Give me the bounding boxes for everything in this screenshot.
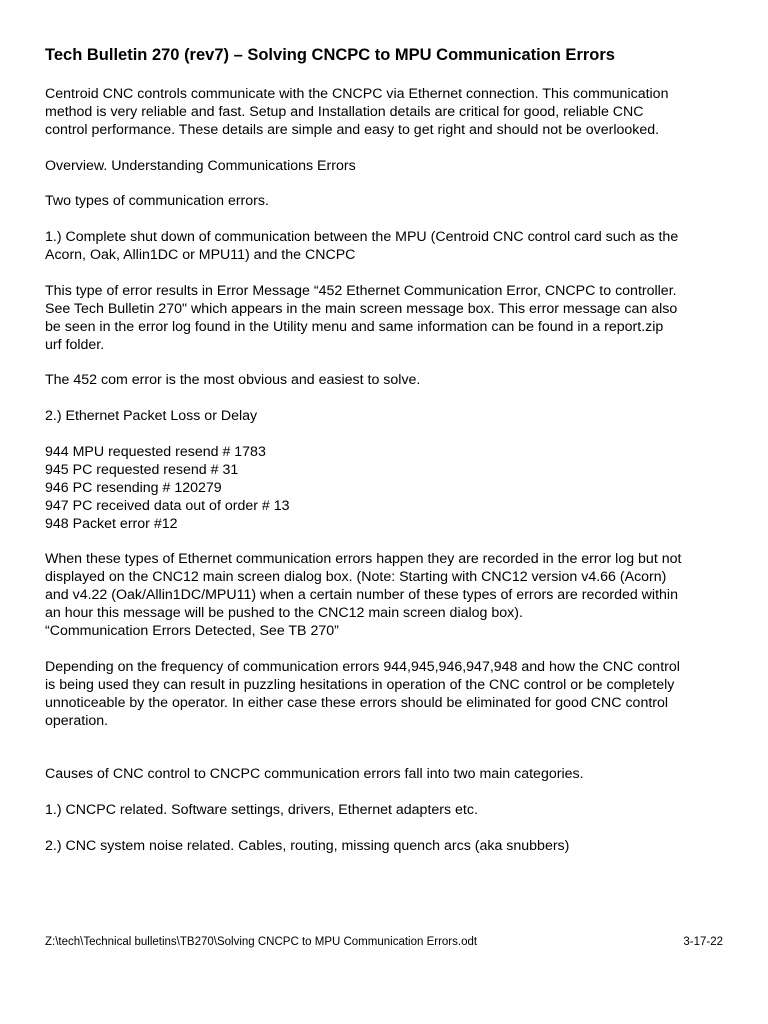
text-line: method is very reliable and fast. Setup and Installation details are critical for good, reliable CNC <box>45 103 644 120</box>
text-line: Overview. Understanding Communications Errors <box>45 157 356 174</box>
list-item: 946 PC resending # 120279 <box>45 479 222 496</box>
paragraph-452-easiest <box>45 372 735 390</box>
paragraph-frequency <box>45 659 735 731</box>
list-item: 948 Packet error #12 <box>45 515 178 532</box>
text-line: “Communication Errors Detected, See TB 270” <box>45 623 339 640</box>
text-line: be seen in the error log found in the Utility menu and same information can be found in a report.zip <box>45 318 664 335</box>
text-line: The 452 com error is the most obvious and easiest to solve. <box>45 372 421 389</box>
text-line: 1.) Complete shut down of communication between the MPU (Centroid CNC control card such as the <box>45 229 679 246</box>
text-line: unnoticeable by the operator. In either case these errors should be eliminated for good CNC control <box>45 694 669 711</box>
footer-file-path: Z:\tech\Technical bulletins\TB270\Solving CNCPC to MPU Communication Errors.odt <box>45 936 478 948</box>
text-line: is being used they can result in puzzling hesitations in operation of the CNC control or be completely <box>45 676 675 693</box>
paragraph-error-452 <box>45 283 735 355</box>
document-page <box>45 0 735 1024</box>
text-line: operation. <box>45 712 109 729</box>
text-line: control performance. These details are simple and easy to get right and should not be overlooked. <box>45 121 660 138</box>
text-line: Centroid CNC controls communicate with the CNCPC via Ethernet connection. This communication <box>45 86 669 102</box>
list-item: 945 PC requested resend # 31 <box>45 461 239 478</box>
text-line: 2.) CNC system noise related. Cables, routing, missing quench arcs (aka snubbers) <box>45 837 570 854</box>
text-line: an hour this message will be pushed to the CNC12 main screen dialog box). <box>45 605 523 622</box>
text-line: displayed on the CNC12 main screen dialog box. (Note: Starting with CNC12 version v4.66 (Acorn) <box>45 569 667 586</box>
paragraph-type-two <box>45 408 735 426</box>
document-title: Tech Bulletin 270 (rev7) – Solving CNCPC to MPU Communication Errors <box>45 46 615 64</box>
text-line: Depending on the frequency of communication errors 944,945,946,947,948 and how the CNC control <box>45 658 680 675</box>
text-line: Two types of communication errors. <box>45 193 269 210</box>
text-line: Acorn, Oak, Allin1DC or MPU11) and the CNCPC <box>45 247 356 264</box>
paragraph-cause-one <box>45 802 735 820</box>
list-item: 944 MPU requested resend # 1783 <box>45 444 266 461</box>
error-code-list <box>45 444 735 534</box>
text-line: 2.) Ethernet Packet Loss or Delay <box>45 408 258 425</box>
paragraph-type-one <box>45 229 735 265</box>
document-body <box>45 86 735 874</box>
paragraph-ethernet-errors <box>45 551 735 641</box>
text-line: See Tech Bulletin 270" which appears in the main screen message box. This error message can also <box>45 300 678 317</box>
paragraph-two-types <box>45 193 735 211</box>
list-item: 947 PC received data out of order # 13 <box>45 497 290 514</box>
text-line: urf folder. <box>45 336 105 353</box>
text-line: This type of error results in Error Message “452 Ethernet Communication Error, CNCPC to controller. <box>45 282 677 299</box>
paragraph-overview <box>45 158 735 176</box>
paragraph-intro <box>45 86 735 140</box>
text-line: 1.) CNCPC related. Software settings, drivers, Ethernet adapters etc. <box>45 802 478 819</box>
paragraph-causes <box>45 766 735 784</box>
text-line: and v4.22 (Oak/Allin1DC/MPU11) when a certain number of these types of errors are recorded within <box>45 587 678 604</box>
text-line: When these types of Ethernet communication errors happen they are recorded in the error log but not <box>45 551 682 568</box>
text-line: Causes of CNC control to CNCPC communication errors fall into two main categories. <box>45 766 584 783</box>
paragraph-cause-two <box>45 838 735 856</box>
footer-date: 3-17-22 <box>683 936 723 948</box>
